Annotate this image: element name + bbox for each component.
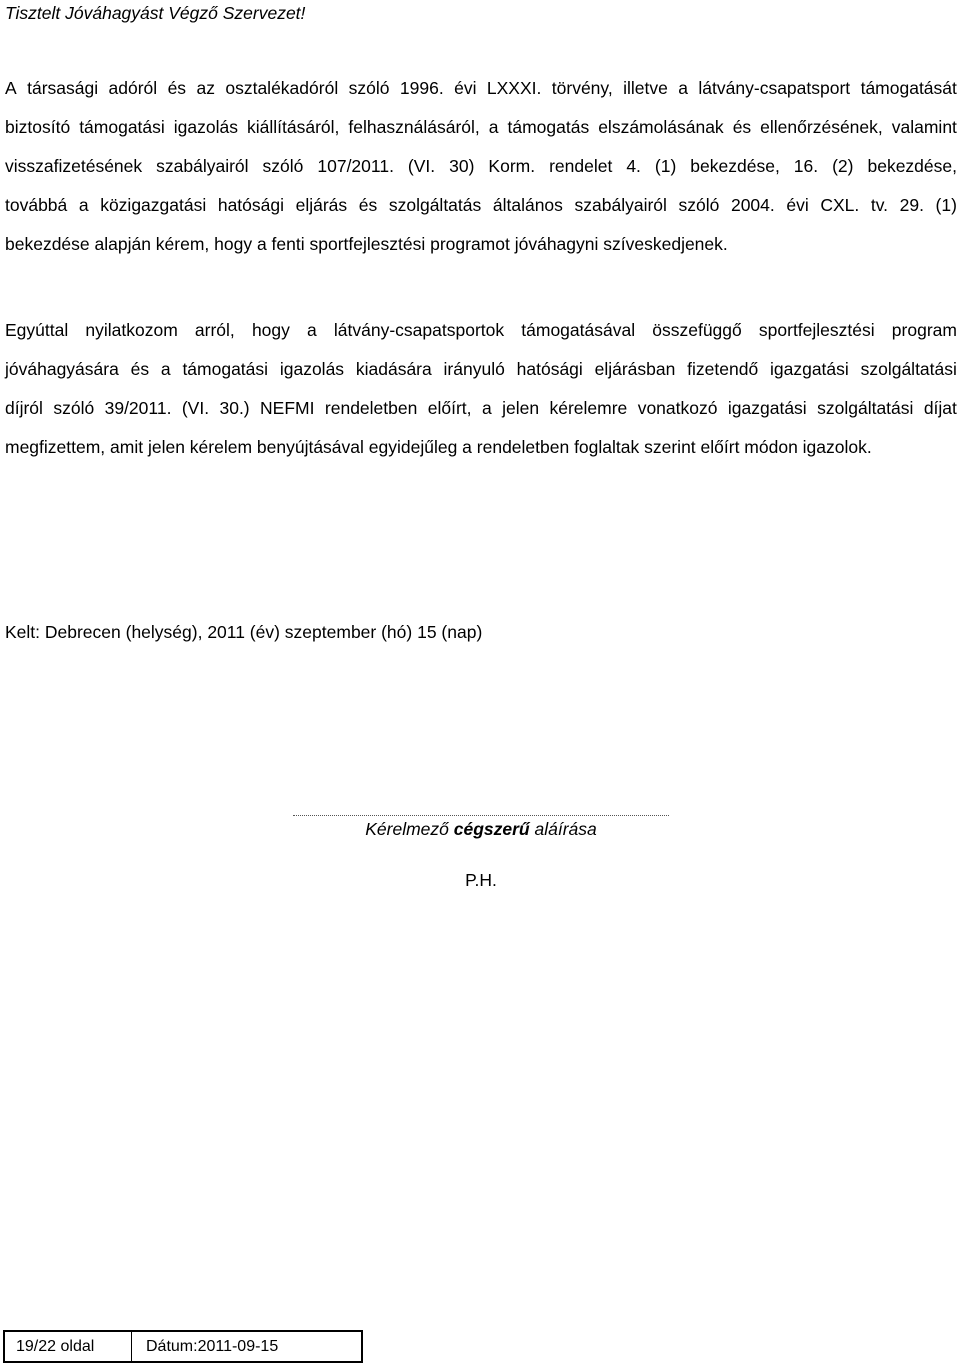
word: 107/2011. (317, 156, 394, 176)
word: (VI. (407, 156, 436, 176)
word: a (678, 78, 689, 98)
word: fizetendő (687, 359, 759, 379)
word: szolgáltatási (860, 359, 957, 379)
word: visszafizetésének (5, 156, 143, 176)
word: adóról (108, 78, 158, 98)
word: igazolás (279, 359, 345, 379)
word: látvány-csapatsport (698, 78, 851, 98)
paragraph1-line-1 (5, 78, 957, 99)
word: látvány-csapatsportok (333, 320, 505, 340)
word: hatósági (516, 359, 583, 379)
word: a (307, 320, 317, 340)
word: törvény, (551, 78, 613, 98)
word: a (481, 398, 492, 418)
word: a (488, 117, 499, 137)
word: általános (492, 195, 563, 215)
word: nyilatkozom (85, 320, 178, 340)
paragraph2-line-1 (5, 320, 957, 341)
word: jelen (502, 398, 540, 418)
word: 1996. (399, 78, 444, 98)
word: szóló (678, 195, 720, 215)
word: rendeletben (324, 398, 418, 418)
word: szolgáltatás (388, 195, 482, 215)
word: 39/2011. (104, 398, 172, 418)
word: közigazgatási (100, 195, 207, 215)
word: támogatásával (521, 320, 636, 340)
paragraph2-line-3 (5, 398, 957, 419)
word: a (160, 359, 171, 379)
word: igazgatási (727, 398, 807, 418)
word: sportfejlesztési (758, 320, 875, 340)
word: kiadására (355, 359, 432, 379)
signature-dotted-line (293, 815, 669, 816)
word: program (891, 320, 957, 340)
word: évi (454, 78, 477, 98)
word: vonatkozó (637, 398, 718, 418)
footer-page-number: 19/22 oldal (5, 1332, 132, 1361)
paragraph1-line-3 (5, 156, 957, 177)
stamp-placeholder: P.H. (465, 870, 497, 890)
word: társasági (27, 78, 99, 98)
word: összefüggő (652, 320, 742, 340)
word: igazolás (173, 117, 239, 137)
word: a (78, 195, 89, 215)
signature-label-bold: cégszerű (453, 819, 530, 839)
word: eljárásban (594, 359, 676, 379)
word: illetve (623, 78, 668, 98)
word: támogatási (182, 359, 269, 379)
word: szóló (348, 78, 390, 98)
word: szabályairól (156, 156, 249, 176)
greeting: Tisztelt Jóváhagyást Végző Szervezet! (5, 3, 306, 23)
signature-label-post: aláírása (529, 819, 597, 839)
word: díjat (923, 398, 957, 418)
word: előírt, (427, 398, 472, 418)
word: szóló (262, 156, 304, 176)
word: ellenőrzésének, (760, 117, 883, 137)
word: 2004. (730, 195, 775, 215)
word: kiállításáról, (247, 117, 340, 137)
signature-label (293, 819, 669, 840)
word: Korm. (488, 156, 536, 176)
word: és (167, 78, 187, 98)
word: évi (786, 195, 809, 215)
footer-date: Dátum:2011-09-15 (146, 1337, 279, 1355)
paragraph1-line-2 (5, 117, 957, 138)
word: szolgáltatási (817, 398, 914, 418)
word: 30) (449, 156, 475, 176)
word: (1) (935, 195, 957, 215)
word: tv. (870, 195, 889, 215)
word: kérelemre (549, 398, 628, 418)
word: bekezdése, (690, 156, 780, 176)
word: CXL. (820, 195, 860, 215)
word: és (732, 117, 752, 137)
paragraph1-line-4 (5, 195, 957, 216)
word: jóváhagyására (5, 359, 119, 379)
word: támogatási (79, 117, 165, 137)
word: bekezdése, (867, 156, 957, 176)
word: elszámolásának (598, 117, 724, 137)
word: szóló (53, 398, 95, 418)
word: és (130, 359, 150, 379)
place-date-line: Kelt: Debrecen (helység), 2011 (év) szeptember (hó) 15 (nap) (5, 622, 483, 642)
page-footer (3, 1330, 363, 1363)
word: hogy (251, 320, 290, 340)
word: (1) (654, 156, 677, 176)
word: támogatás (507, 117, 590, 137)
word: 29. (899, 195, 924, 215)
word: irányuló (443, 359, 505, 379)
word: osztalékadóról (225, 78, 339, 98)
word: 16. (793, 156, 819, 176)
paragraph2-line-2 (5, 359, 957, 380)
word: arról, (194, 320, 235, 340)
word: hatósági (217, 195, 285, 215)
word: rendelet (549, 156, 613, 176)
word: LXXXI. (486, 78, 542, 98)
word: 30.) (219, 398, 250, 418)
signature-label-pre: Kérelmező (365, 819, 454, 839)
paragraph1-line-5: bekezdése alapján kérem, hogy a fenti sportfejlesztési programot jóváhagyni szíveskedjenek. (5, 234, 728, 254)
word: (VI. (181, 398, 210, 418)
paragraph2-line-4: megfizettem, amit jelen kérelem benyújtásával egyidejűleg a rendeletben foglaltak szerint előírt módon igazolok. (5, 437, 872, 457)
word: szabályairól (574, 195, 667, 215)
word: díjról (5, 398, 43, 418)
word: felhasználásáról, (348, 117, 480, 137)
word: (2) (832, 156, 854, 176)
word: és (358, 195, 378, 215)
word: támogatását (860, 78, 957, 98)
word: továbbá (5, 195, 68, 215)
word: biztosító (5, 117, 71, 137)
word: igazgatási (769, 359, 849, 379)
word: valamint (891, 117, 957, 137)
word: eljárás (295, 195, 348, 215)
word: 4. (626, 156, 641, 176)
word: A (5, 78, 17, 98)
word: az (196, 78, 215, 98)
word: Egyúttal (5, 320, 69, 340)
word: NEFMI (260, 398, 315, 418)
